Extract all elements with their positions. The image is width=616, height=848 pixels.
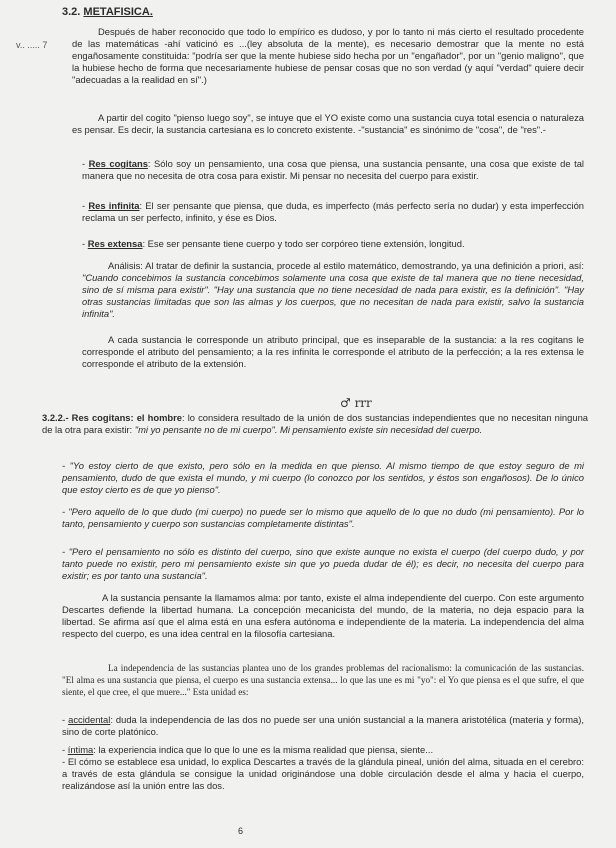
subsection-text: : lo considera resultado de la unión de dos sustancias independientes que no necesitan ninguna de la otra para existir: <box>42 412 588 435</box>
res-term: Res infinita <box>88 200 140 211</box>
quote-text: "Pero aquello de lo que dudo (mi cuerpo) no puede ser lo mismo que aquello de lo que no dudo (mi pensamiento). Por lo tanto, pensamiento y cuerpo son sustancias completamente distintas". <box>62 506 584 529</box>
quote-text: "Pero el pensamiento no sólo es distinto del cuerpo, sino que existe aunque no exista el cuerpo (del cuerpo dudo, y por tanto puede no existir, pero mi pensamiento existe sin que yo pueda dudar de él); es decir, no necesita del cuerpo para existir; es por tanto una sustancia". <box>62 546 584 581</box>
res-text: : Sólo soy un pensamiento, una cosa que piensa, una sustancia pensante, una cosa que existe de tal manera que no necesita de otra cosa para existir. Mi pensar no necesita del cuerpo para existir. <box>82 158 584 181</box>
unity-term: accidental <box>68 714 111 725</box>
res-term: Res extensa <box>87 238 143 249</box>
res-term: Res cogitans <box>88 158 148 169</box>
unity-text: El cómo se establece esa unidad, lo explica Descartes a través de la glándula pineal, unión del alma, situada en el cerebro: a través de esta glándula se consigue la unidad originándose una doble circulación desde el alma y hacia el cuerpo, realizándose así la unión entre las dos. <box>62 756 584 791</box>
cogito-paragraph: A partir del cogito "pienso luego soy", se intuye que el YO existe como una sustancia cuya total esencia o naturaleza es pensar. Es decir, la sustancia cartesiana es lo concreto existente. -"sustancia" es sinónimo de "cosa", de "res".- <box>72 112 584 135</box>
res-item-cogitans: - Res cogitans: Sólo soy un pensamiento, una cosa que piensa, una sustancia pensante, una cosa que existe de tal manera que no necesita de otra cosa para existir. Mi pensar no necesita del cuerpo para existir. <box>82 158 584 181</box>
res-text: : El ser pensante que piensa, que duda, es imperfecto (más perfecto sería no dudar) y esta imperfección reclama un ser perfecto, infinito, y ése es Dios. <box>82 200 584 223</box>
analysis-lead: Análisis: Al tratar de definir la sustancia, procede al estilo matemático, demostrando, ya una definición a priori, así: <box>108 260 584 271</box>
res-item-extensa: - Res extensa: Ese ser pensante tiene cuerpo y todo ser corpóreo tiene extensión, longitud. <box>82 238 465 249</box>
unity-term: íntima <box>67 744 94 755</box>
subsection-title: Res cogitans: el hombre <box>71 412 182 423</box>
analysis-quote: "Cuando concebimos la sustancia concebimos solamente una cosa que existe de tal manera que no tiene necesidad, sino de sí misma para existir". "Hay una sustancia que no tiene necesidad de nada para existir, es la definición". "Hay otras sustancias limitadas que son las almas y los cuerpos, que no necesitan de nada para existir, salvo la sustancia infinita". <box>82 272 584 319</box>
subsection-tail: "mi yo pensante no de mi cuerpo". Mi pensamiento existe sin necesidad del cuerpo. <box>134 424 483 435</box>
analysis-paragraph <box>82 260 584 320</box>
quote-2: - "Pero aquello de lo que dudo (mi cuerpo) no puede ser lo mismo que aquello de lo que no dudo (mi pensamiento). Por lo tanto, pensamiento y cuerpo son sustancias completamente distintas". <box>62 506 584 529</box>
res-text: : Ese ser pensante tiene cuerpo y todo ser corpóreo tiene extensión, longitud. <box>142 238 465 249</box>
unity-item-pineal: - El cómo se establece esa unidad, lo explica Descartes a través de la glándula pineal, unión del alma, situada en el cerebro: a través de esta glándula se consigue la unidad originándose una doble circulación desde el alma y hacia el cuerpo, realizándose así la unión entre las dos. <box>62 756 584 791</box>
res-item-infinita: - Res infinita: El ser pensante que piensa, que duda, es imperfecto (más perfecto sería no dudar) y esta imperfección reclama un ser perfecto, infinito, y ése es Dios. <box>82 200 584 223</box>
handwritten-annotation: ♂ rrr <box>340 396 372 410</box>
section-heading <box>62 6 153 18</box>
attributes-paragraph: A cada sustancia le corresponde un atributo principal, que es inseparable de la sustancia: a la res cogitans le corresponde el atributo del pensamiento; a la res infinita le corresponde el atributo de la perfección; a la res extensa le corresponde el atributo de la extensión. <box>82 334 584 369</box>
section-title: METAFISICA. <box>83 6 153 18</box>
section-number: 3.2. <box>62 6 81 18</box>
independence-note: La independencia de las sustancias plantea uno de los grandes problemas del racionalismo: la comunicación de las sustancias. "El alma es una sustancia que piensa, el cuerpo es una sustancia extensa... lo que las une es mi "yo": el Yo que piensa es el que sufre, el que siente, el que cree, el que muere..." Esta unidad es: <box>62 663 584 697</box>
intro-paragraph: Después de haber reconocido que todo lo empírico es dudoso, y por lo tanto ni más cierto el resultado procedente de las matemáticas -ahí vaticinó es ...(ley absoluta de la mente), es necesario demostrar que la mente no está engañosamente constituida: "podría ser que la mente hubiese sido hecha por un "engañador", por un "genio maligno", que la hubiese hecho de forma que necesariamente hubiese de pensar cosas que no son verdad (y aquí "verdad" quiere decir "adecuadas a la realidad en sí".) <box>72 26 584 85</box>
quote-1: - "Yo estoy cierto de que existo, pero sólo en la medida en que pienso. Al mismo tiempo de que estoy seguro de mi pensamiento, dudo de que exista el mundo, y mi cuerpo (lo conozco por los sentidos, y éstos son engañosos). De lo único que estoy cierto es de que yo pienso". <box>62 460 584 495</box>
unity-text: : la experiencia indica que lo que lo une es la misma realidad que piensa, siente... <box>93 744 434 755</box>
unity-item-intima: - íntima: la experiencia indica que lo que lo une es la misma realidad que piensa, siente... <box>62 744 434 755</box>
soul-paragraph: A la sustancia pensante la llamamos alma: por tanto, existe el alma independiente del cuerpo. Con este argumento Descartes defiende la libertad humana. La concepción mecanicista del mundo, de la materia, no deja espacio para la libertad. Se afirma así que el alma está en una esfera autónoma e independiente de la materia. La independencia del alma respecto del cuerpo, es una idea central en la filosofía cartesiana. <box>62 592 584 639</box>
section-322 <box>42 412 588 436</box>
quote-text: "Yo estoy cierto de que existo, pero sólo en la medida en que pienso. Al mismo tiempo de que estoy seguro de mi pensamiento, dudo de que exista el mundo, y mi cuerpo (lo conozco por los sentidos, y éstos son engañosos). De lo único que estoy cierto es de que yo pienso". <box>62 460 584 495</box>
unity-text: : duda la independencia de las dos no puede ser una unión sustancial a la manera aristotélica (materia y forma), sino de corte platónico. <box>62 714 584 737</box>
margin-note: v.. ..... 7 <box>16 40 48 50</box>
subsection-number: 3.2.2.- <box>42 412 69 423</box>
page-number: 6 <box>238 826 244 836</box>
quote-3: - "Pero el pensamiento no sólo es distinto del cuerpo, sino que existe aunque no exista el cuerpo (del cuerpo dudo, y por tanto puede no existir, pero mi pensamiento existe sin que yo pueda dudar de él); es decir, no necesita del cuerpo para existir; es por tanto una sustancia". <box>62 546 584 581</box>
unity-item-accidental: - accidental: duda la independencia de las dos no puede ser una unión sustancial a la manera aristotélica (materia y forma), sino de corte platónico. <box>62 714 584 737</box>
